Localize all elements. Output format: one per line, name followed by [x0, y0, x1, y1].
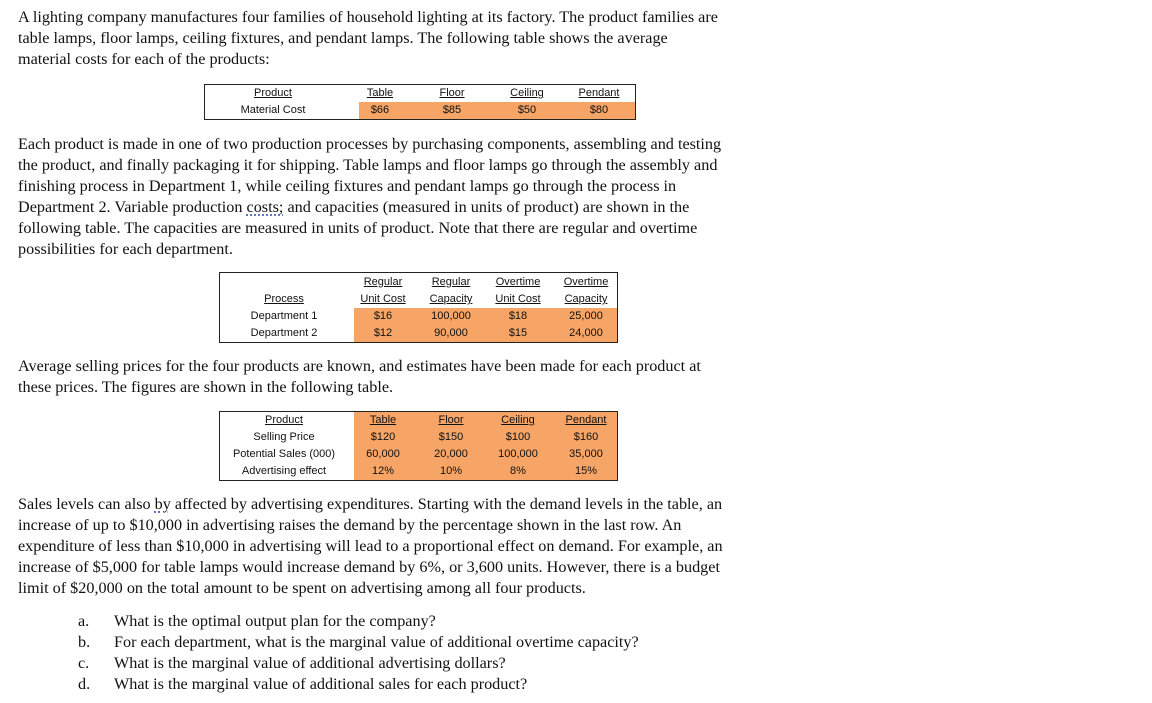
header-overtime: Overtime — [495, 276, 541, 288]
spelling-flagged-word: by — [154, 495, 171, 513]
question-text: What is the marginal value of additional advertising dollars? — [114, 654, 506, 672]
header-regular: Regular — [431, 276, 471, 288]
header-regular: Regular — [363, 276, 403, 288]
table-cell: $12 — [373, 327, 393, 339]
table-cell: $18 — [508, 310, 528, 322]
advertising-text: Sales levels can also — [18, 495, 155, 513]
advertising-paragraph — [18, 494, 833, 599]
table-cell: $16 — [373, 310, 393, 322]
sales-table — [219, 411, 618, 481]
sales-cell: 20,000 — [434, 448, 468, 460]
question-text: What is the optimal output plan for the company? — [114, 612, 436, 630]
prices-paragraph — [18, 356, 833, 398]
row-label-material-cost: Material Cost — [240, 104, 306, 116]
capacity-table — [219, 272, 618, 343]
process-line — [18, 197, 833, 218]
cost-cell-pendant: $80 — [589, 104, 609, 116]
process-paragraph — [18, 134, 833, 260]
price-cell: $100 — [505, 431, 531, 443]
sales-cell: 100,000 — [498, 448, 538, 460]
sales-cell: 35,000 — [569, 448, 603, 460]
spelling-flagged-word: costs; — [246, 198, 284, 216]
price-cell: $160 — [573, 431, 599, 443]
header-unit-cost: Unit Cost — [495, 293, 541, 305]
process-line: possibilities for each department. — [18, 240, 233, 258]
row-label-potential-sales: Potential Sales (000) — [232, 448, 336, 460]
header-capacity: Capacity — [429, 293, 473, 305]
advertising-text: affected by advertising expenditures. Starting with the demand levels in the table, an — [170, 495, 723, 513]
process-line: finishing process in Department 1, while ceiling fixtures and pendant lamps go through the process in — [18, 177, 677, 195]
question-text: What is the marginal value of additional sales for each product? — [114, 675, 528, 693]
process-text: and capacities (measured in units of product) are shown in the — [283, 198, 690, 216]
cost-cell-floor: $85 — [442, 104, 462, 116]
header-overtime: Overtime — [563, 276, 609, 288]
material-cost-table — [204, 84, 636, 120]
advertising-line: increase of $5,000 for table lamps would increase demand by 6%, or 3,600 units. However, there is a budget — [18, 558, 720, 576]
table-cell: 24,000 — [569, 327, 603, 339]
column-header-table: Table — [369, 414, 397, 426]
effect-cell: 15% — [574, 465, 598, 477]
column-header-ceiling: Ceiling — [510, 87, 544, 99]
effect-cell: 8% — [510, 465, 526, 477]
process-line: Each product is made in one of two production processes by purchasing components, assembling and testing — [18, 135, 722, 153]
table-cell: 100,000 — [431, 310, 471, 322]
row-label-department-1: Department 1 — [250, 310, 318, 322]
column-header-ceiling: Ceiling — [501, 414, 535, 426]
column-header-pendant: Pendant — [565, 414, 607, 426]
row-label-selling-price: Selling Price — [253, 431, 315, 443]
column-header-pendant: Pendant — [578, 87, 620, 99]
advertising-line: increase of up to $10,000 in advertising raises the demand by the percentage shown in the last row. An — [18, 516, 682, 534]
intro-line: material costs for each of the products: — [18, 50, 270, 68]
question-letter: c. — [78, 654, 90, 672]
effect-cell: 12% — [371, 465, 395, 477]
question-letter: d. — [78, 675, 91, 693]
row-label-department-2: Department 2 — [250, 327, 318, 339]
row-label-advertising-effect: Advertising effect — [241, 465, 327, 477]
table-cell: 90,000 — [434, 327, 468, 339]
cost-cell-table: $66 — [370, 104, 390, 116]
header-capacity: Capacity — [564, 293, 608, 305]
cost-cell-ceiling: $50 — [517, 104, 537, 116]
column-header-floor: Floor — [439, 87, 465, 99]
advertising-line: expenditure of less than $10,000 in advertising will lead to a proportional effect on demand. For example, an — [18, 537, 723, 555]
column-header-floor: Floor — [438, 414, 464, 426]
effect-cell: 10% — [439, 465, 463, 477]
prices-line: these prices. The figures are shown in the following table. — [18, 378, 394, 396]
question-letter: a. — [78, 612, 90, 630]
column-header-table: Table — [366, 87, 394, 99]
process-line: the product, and finally packaging it for shipping. Table lamps and floor lamps go through the assembly and — [18, 156, 718, 174]
sales-cell: 60,000 — [366, 448, 400, 460]
header-process: Process — [264, 293, 304, 305]
advertising-line — [18, 494, 833, 515]
price-cell: $150 — [438, 431, 464, 443]
prices-line: Average selling prices for the four products are known, and estimates have been made for each product at — [18, 357, 701, 375]
intro-paragraph — [18, 7, 833, 70]
table-cell: $15 — [508, 327, 528, 339]
question-text: For each department, what is the marginal value of additional overtime capacity? — [114, 633, 639, 651]
header-product: Product — [265, 414, 303, 426]
intro-line: A lighting company manufactures four families of household lighting at its factory. The product families are — [18, 8, 718, 26]
price-cell: $120 — [370, 431, 396, 443]
header-unit-cost: Unit Cost — [360, 293, 406, 305]
question-letter: b. — [78, 633, 91, 651]
advertising-line: limit of $20,000 on the total amount to be spent on advertising among all four products. — [18, 579, 586, 597]
table-cell: 25,000 — [569, 310, 603, 322]
intro-line: table lamps, floor lamps, ceiling fixtures, and pendant lamps. The following table shows the average — [18, 29, 668, 47]
process-line: following table. The capacities are measured in units of product. Note that there are regular and overtime — [18, 219, 698, 237]
process-text: Department 2. Variable production — [18, 198, 247, 216]
table-header-product: Product — [254, 87, 292, 99]
